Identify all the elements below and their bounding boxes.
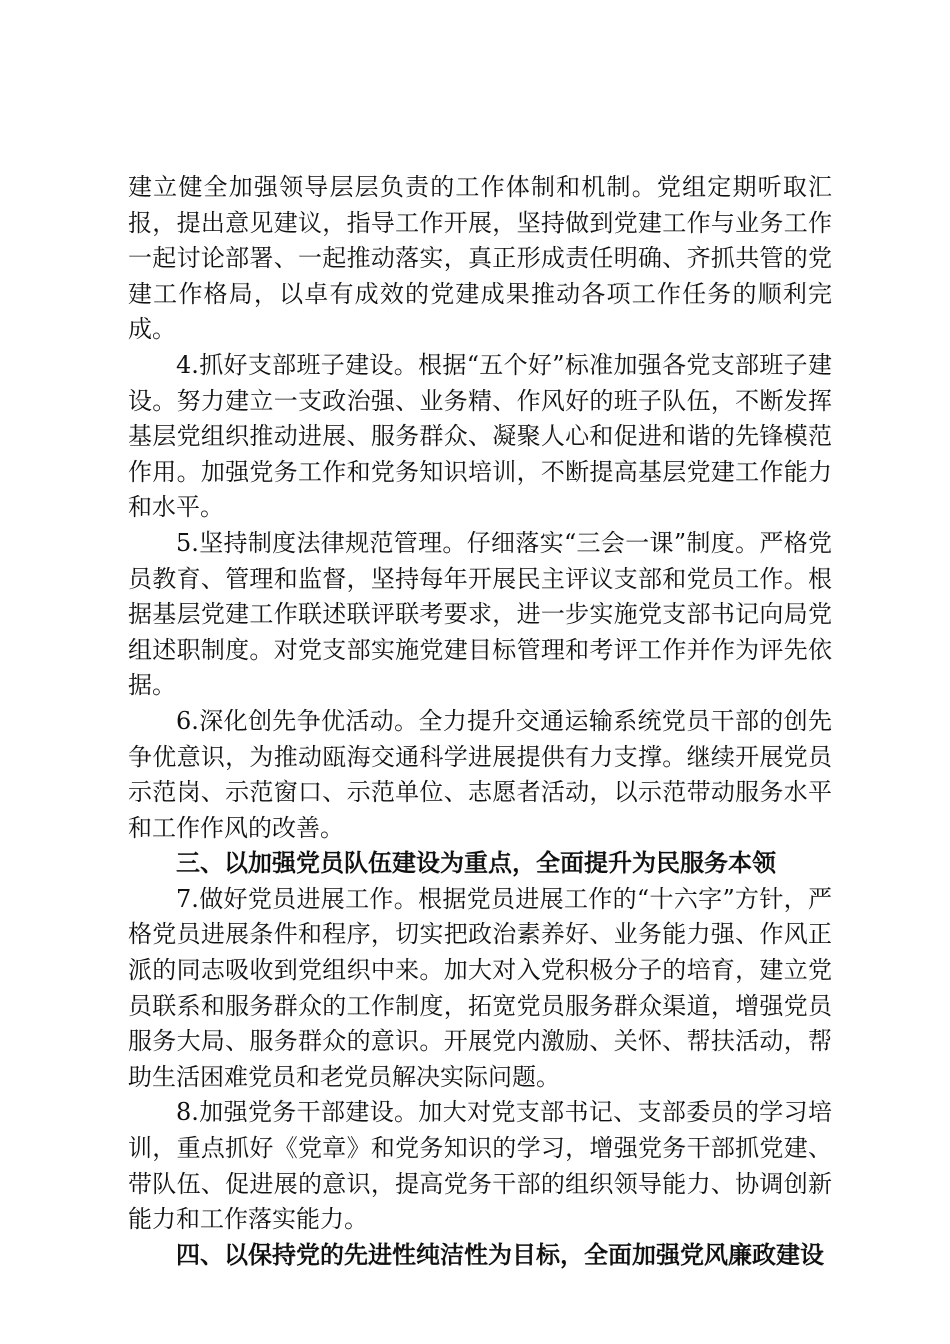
section-heading-4: 四、以保持党的先进性纯洁性为目标，全面加强党风廉政建设 xyxy=(176,1240,824,1269)
paragraph-item-5: 5.坚持制度法律规范管理。仔细落实“三会一课”制度。严格党员教育、管理和监督，坚持每年开展民主评议支部和党员工作。根据基层党建工作联述联评联考要求，进一步实施党支部书记向局党组述职制度。对党支部实施党建目标管理和考评工作并作为评先依据。 xyxy=(128,528,832,700)
section-heading-3: 三、以加强党员队伍建设为重点，全面提升为民服务本领 xyxy=(176,849,776,878)
document-body xyxy=(128,170,832,1273)
paragraph-item-4: 4.抓好支部班子建设。根据“五个好”标准加强各党支部班子建设。努力建立一支政治强、业务精、作风好的班子队伍，不断发挥基层党组织推动进展、服务群众、凝聚人心和促进和谐的先锋模范作用。加强党务工作和党务知识培训，不断提高基层党建工作能力和水平。 xyxy=(128,350,832,522)
paragraph-intro: 建立健全加强领导层层负责的工作体制和机制。党组定期听取汇报，提出意见建议，指导工作开展，坚持做到党建工作与业务工作一起讨论部署、一起推动落实，真正形成责任明确、齐抓共管的党建工作格局，以卓有成效的党建成果推动各项工作任务的顺利完成。 xyxy=(128,173,832,344)
paragraph-item-7: 7.做好党员进展工作。根据党员进展工作的“十六字”方针，严格党员进展条件和程序，切实把政治素养好、业务能力强、作风正派的同志吸收到党组织中来。加大对入党积极分子的培育，建立党员联系和服务群众的工作制度，拓宽党员服务群众渠道，增强党员服务大局、服务群众的意识。开展党内激励、关怀、帮扶活动，帮助生活困难党员和老党员解决实际问题。 xyxy=(128,884,832,1091)
paragraph-item-6: 6.深化创先争优活动。全力提升交通运输系统党员干部的创先争优意识，为推动瓯海交通科学进展提供有力支撑。继续开展党员示范岗、示范窗口、示范单位、志愿者活动，以示范带动服务水平和工作作风的改善。 xyxy=(128,706,832,842)
paragraph-item-8: 8.加强党务干部建设。加大对党支部书记、支部委员的学习培训，重点抓好《党章》和党务知识的学习，增强党务干部抓党建、带队伍、促进展的意识，提高党务干部的组织领导能力、协调创新能力和工作落实能力。 xyxy=(128,1098,832,1234)
